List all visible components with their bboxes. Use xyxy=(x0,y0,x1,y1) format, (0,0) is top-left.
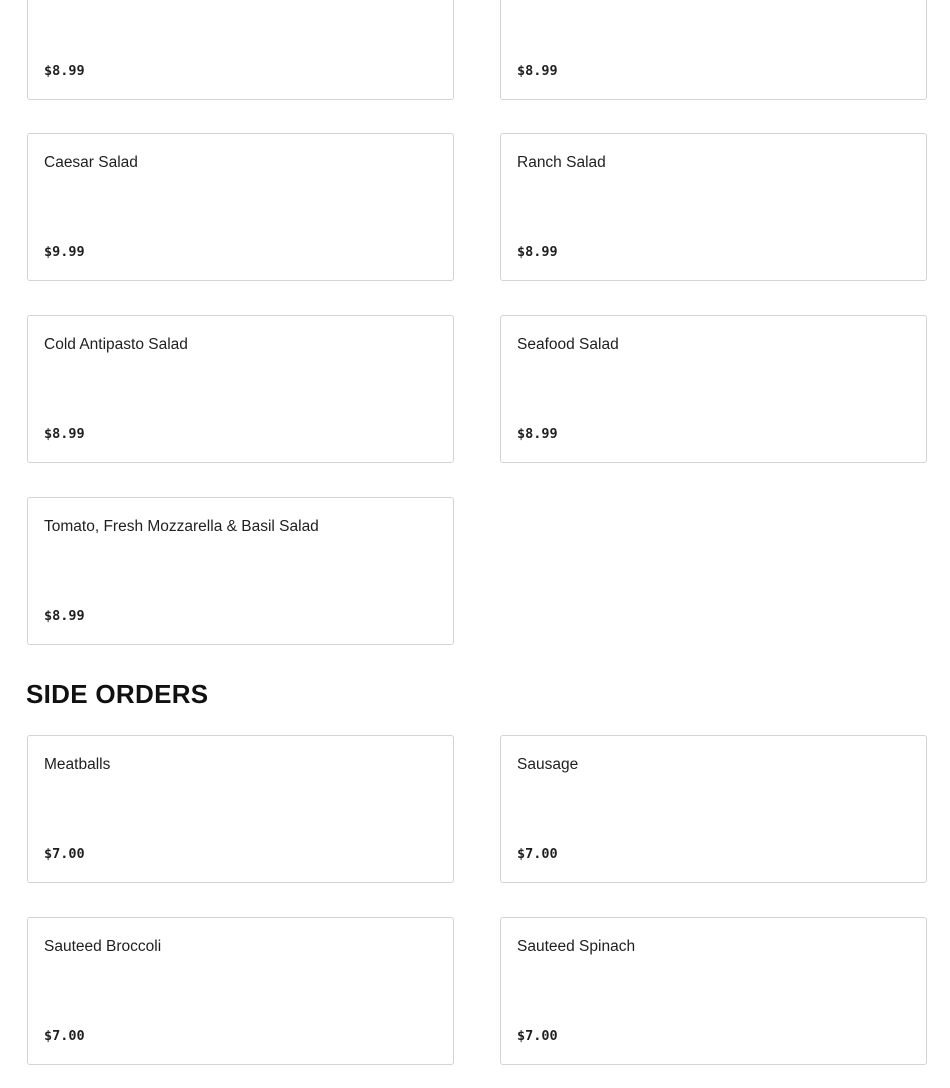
menu-item-name: Ranch Salad xyxy=(517,154,606,171)
menu-item-price: $7.00 xyxy=(44,846,85,862)
menu-item-card[interactable] xyxy=(500,315,927,463)
menu-item-name: Cold Antipasto Salad xyxy=(44,336,188,353)
menu-item-card[interactable] xyxy=(500,735,927,883)
menu-item-name: Tomato, Fresh Mozzarella & Basil Salad xyxy=(44,518,319,535)
menu-item-name: Caesar Salad xyxy=(44,154,138,171)
menu-item-name: Seafood Salad xyxy=(517,336,619,353)
section-title-side-orders: SIDE ORDERS xyxy=(26,679,209,709)
menu-item-price: $8.99 xyxy=(517,426,558,442)
menu-item-card[interactable] xyxy=(500,133,927,281)
menu-item-price: $8.99 xyxy=(44,63,85,79)
menu-item-price: $7.00 xyxy=(517,846,558,862)
menu-item-card[interactable] xyxy=(27,735,454,883)
menu-item-card[interactable] xyxy=(27,0,454,100)
menu-item-price: $7.00 xyxy=(517,1028,558,1044)
menu-item-card[interactable] xyxy=(27,315,454,463)
menu-item-price: $7.00 xyxy=(44,1028,85,1044)
menu-item-price: $8.99 xyxy=(517,63,558,79)
menu-item-price: $9.99 xyxy=(44,244,85,260)
menu-item-price: $8.99 xyxy=(44,608,85,624)
menu-item-price: $8.99 xyxy=(517,244,558,260)
menu-item-card[interactable] xyxy=(500,917,927,1065)
menu-item-name: Sauteed Broccoli xyxy=(44,938,162,955)
menu-item-card[interactable] xyxy=(27,133,454,281)
menu-item-name: Sausage xyxy=(517,756,579,773)
menu-item-price: $8.99 xyxy=(44,426,85,442)
menu-item-card[interactable] xyxy=(27,497,454,645)
menu-item-card[interactable] xyxy=(500,0,927,100)
menu-item-name: Sauteed Spinach xyxy=(517,938,636,955)
menu-item-card[interactable] xyxy=(27,917,454,1065)
menu-item-name: Meatballs xyxy=(44,756,111,773)
